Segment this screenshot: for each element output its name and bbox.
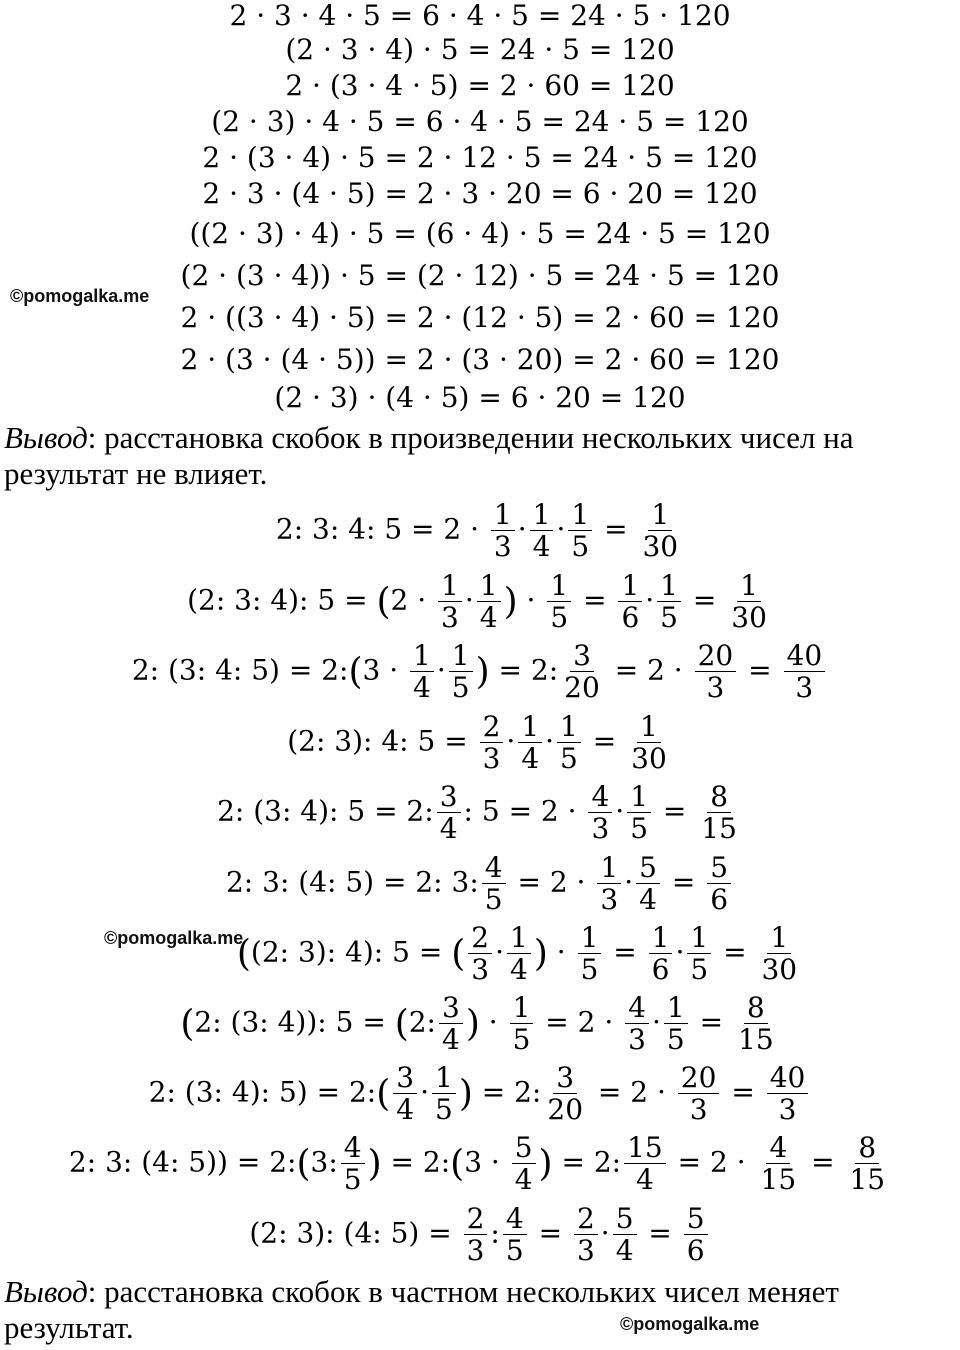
quotient-equation: (2: 3): 4: 5 = $\frac{2}{3}$ · $\frac{1}{4}$ · $\frac{1}{5}$ = $\frac{1}{30}$ xyxy=(287,710,667,776)
watermark: ©pomogalka.me xyxy=(10,286,150,306)
product-equation: (2 · (3 · 4)) · 5 = (2 · 12) · 5 = 24 · 5 = 120 xyxy=(180,259,780,292)
quotient-equation: (2: 3): (4: 5) = $\frac{2}{3}$ : $\frac{4}{5}$ = $\frac{2}{3}$ · $\frac{5}{4}$ = $\frac{5}{6}$ xyxy=(0,1204,960,1266)
quotient-equation: (2: 3: 4): 5 = (2 · $\frac{1}{3}$ · $\frac{1}{4}$ ) · $\frac{1}{5}$ = $\frac{1}{6}$ · $\frac{1}{5}$ = $\frac{1}{30}$ xyxy=(187,569,767,635)
product-equation: 2 · ((3 · 4) · 5) = 2 · (12 · 5) = 2 · 60 = 120 xyxy=(180,301,780,334)
quotient-equation: 2: (3: 4: 5) = 2:(3 · $\frac{1}{4}$ · $\frac{1}{5}$ ) = 2: $\frac{3}{20}$ = 2 · $\frac{20}{3}$ = $\frac{40}{3}$ xyxy=(0,641,960,703)
product-equation: 2 · (3 · 4) · 5 = 2 · 12 · 5 = 24 · 5 = 120 xyxy=(202,141,758,174)
quotient-equation: 2: 3: 4: 5 = 2 · $\frac{1}{3}$ · $\frac{1}{4}$ · $\frac{1}{5}$ = $\frac{1}{30}$ xyxy=(275,498,679,564)
quotient-conclusion xyxy=(4,1274,960,1346)
product-equation: 2 · (3 · 4 · 5) = 2 · 60 = 120 xyxy=(285,69,675,102)
product-equation: 2 · (3 · (4 · 5)) = 2 · (3 · 20) = 2 · 60 = 120 xyxy=(180,343,780,376)
product-equation: ((2 · 3) · 4) · 5 = (6 · 4) · 5 = 24 · 5 = 120 xyxy=(189,217,771,250)
quotient-equation: 2: 3: (4: 5)) = 2:(3: $\frac{4}{5}$ ) = 2:(3 · $\frac{5}{4}$ ) = 2: $\frac{15}{4}$ = 2 · $\frac{4}{15}$ = $\frac{8}{15}$ xyxy=(68,1131,886,1197)
product-equation: 2 · 3 · (4 · 5) = 2 · 3 · 20 = 6 · 20 = 120 xyxy=(202,177,758,210)
quotient-equation: 2: (3: 4): 5) = 2:( $\frac{3}{4}$ · $\frac{1}{5}$ ) = 2: $\frac{3}{20}$ = 2 · $\frac{20}{3}$ = $\frac{40}{3}$ xyxy=(0,1063,960,1125)
quotient-equation: 2: 3: (4: 5) = 2: 3: $\frac{4}{5}$ = 2 · $\frac{1}{3}$ · $\frac{5}{4}$ = $\frac{5}{6}$ xyxy=(0,853,960,915)
watermark: ©pomogalka.me xyxy=(104,928,244,948)
watermark: ©pomogalka.me xyxy=(620,1314,760,1334)
product-conclusion xyxy=(4,420,960,492)
quotient-equation: (2: (3: 4)): 5 = (2: $\frac{3}{4}$ ) · $\frac{1}{5}$ = 2 · $\frac{4}{3}$ · $\frac{1}{5}$ = $\frac{8}{15}$ xyxy=(180,991,774,1057)
conclusion-label: Вывод xyxy=(4,1274,88,1309)
conclusion-text: : расстановка скобок в частном нескольких чисел меняет результат. xyxy=(4,1274,839,1345)
conclusion-text: : расстановка скобок в произведении нескольких чисел на результат не влияет. xyxy=(4,420,854,491)
product-equation: (2 · 3) · 4 · 5 = 6 · 4 · 5 = 24 · 5 = 120 xyxy=(211,105,749,138)
quotient-equation: ((2: 3): 4): 5 = ( $\frac{2}{3}$ · $\frac{1}{4}$ ) · $\frac{1}{5}$ = $\frac{1}{6}$ · $\frac{1}{5}$ = $\frac{1}{30}$ xyxy=(236,921,798,987)
quotient-equation: 2: (3: 4): 5 = 2: $\frac{3}{4}$ : 5 = 2 · $\frac{4}{3}$ · $\frac{1}{5}$ = $\frac{8}{15}$ xyxy=(217,780,737,846)
conclusion-label: Вывод xyxy=(4,420,88,455)
product-equation: (2 · 3) · (4 · 5) = 6 · 20 = 120 xyxy=(274,381,686,414)
product-equation: (2 · 3 · 4) · 5 = 24 · 5 = 120 xyxy=(285,33,675,66)
product-equation: 2 · 3 · 4 · 5 = 6 · 4 · 5 = 24 · 5 · 120 xyxy=(229,0,731,32)
